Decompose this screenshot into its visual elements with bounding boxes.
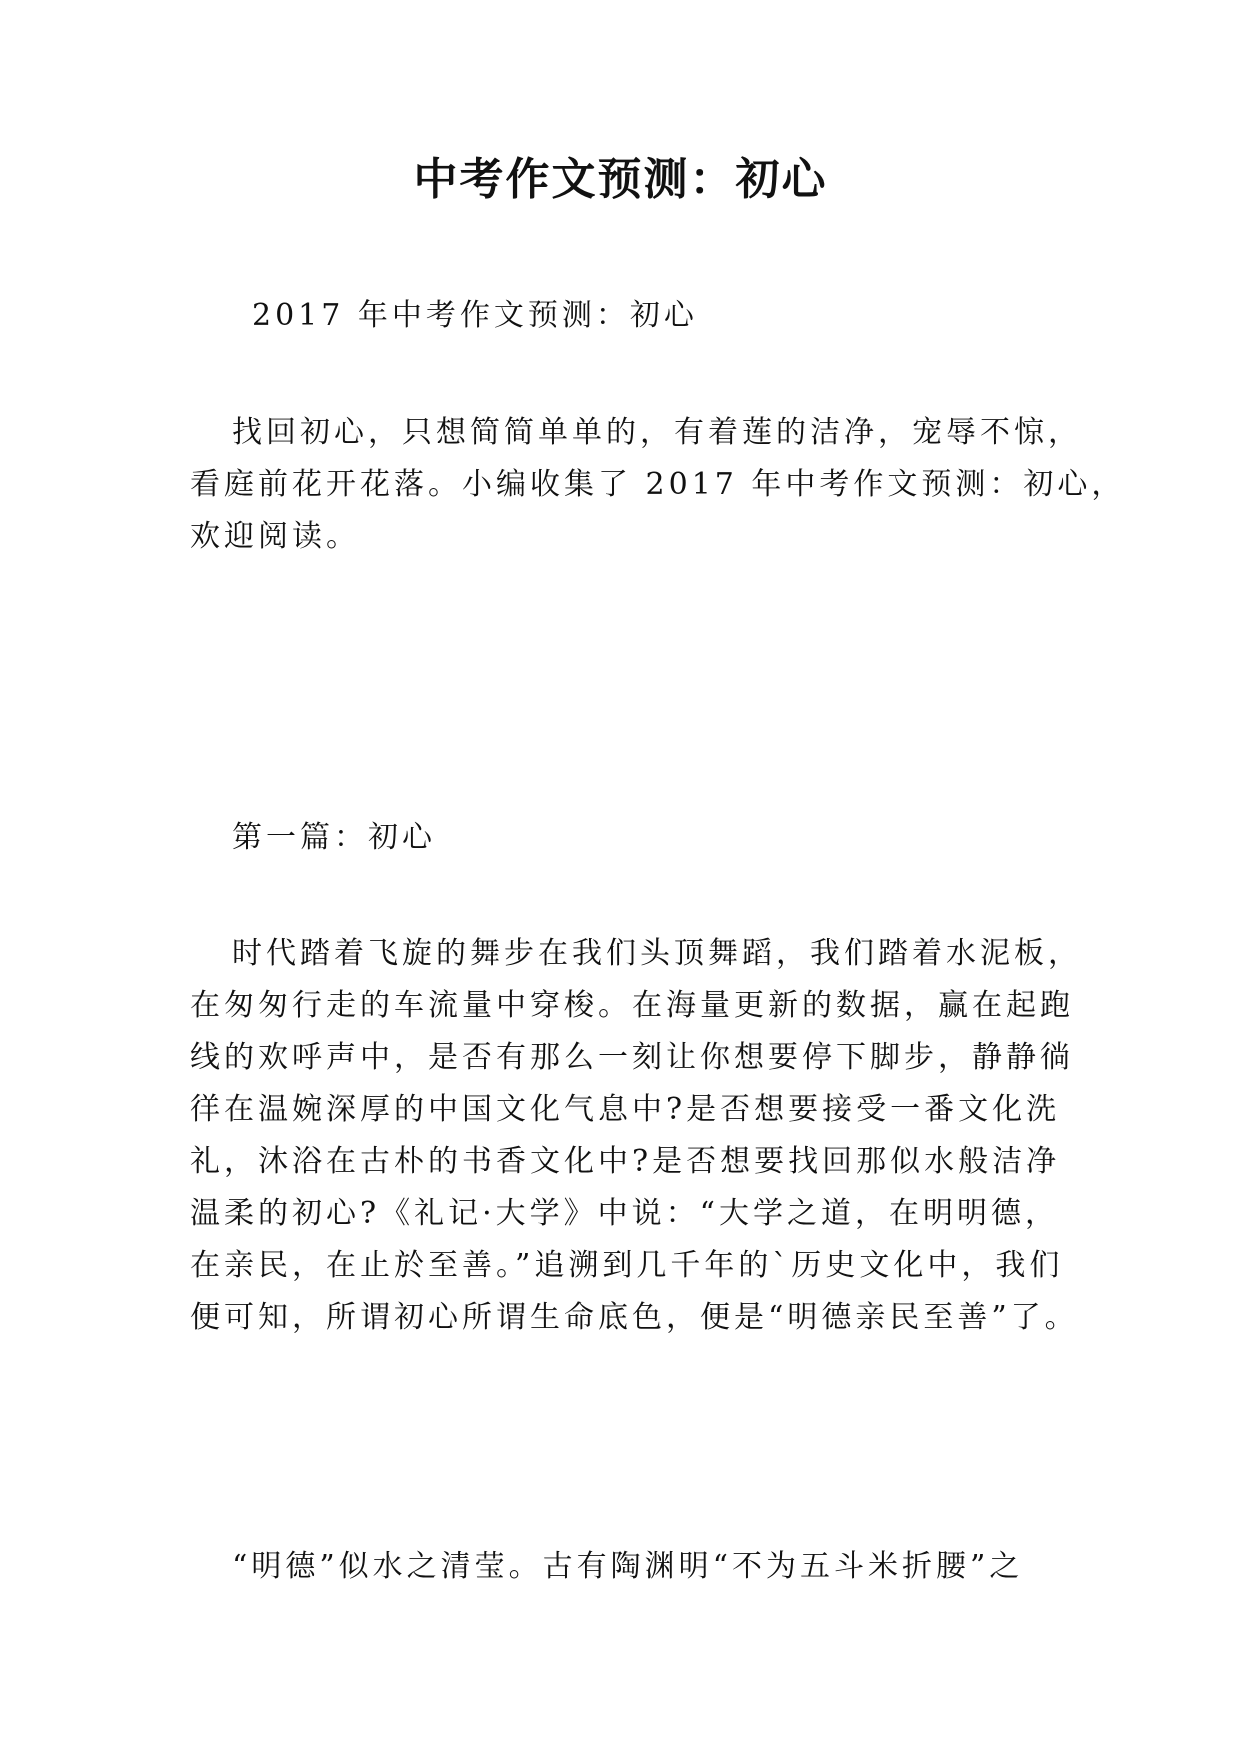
section-heading bbox=[190, 812, 1070, 864]
body-line: 在匆匆行走的车流量中穿梭。在海量更新的数据，赢在起跑 bbox=[190, 988, 1074, 1023]
intro-line: 看庭前花开花落。小编收集了 2017 年中考作文预测：初心， bbox=[190, 467, 1126, 502]
body-line: 线的欢呼声中，是否有那么一刻让你想要停下脚步，静静徜 bbox=[190, 1040, 1074, 1075]
body-line: 徉在温婉深厚的中国文化气息中?是否想要接受一番文化洗 bbox=[190, 1092, 1061, 1127]
body-line: 时代踏着飞旋的舞步在我们头顶舞蹈，我们踏着水泥板， bbox=[232, 936, 1082, 971]
body-paragraph-1 bbox=[190, 928, 1082, 1344]
body-paragraph-2 bbox=[190, 1541, 1070, 1593]
body-line: 在亲民，在止於至善。”追溯到几千年的`历史文化中，我们 bbox=[190, 1248, 1064, 1283]
document-subtitle: 2017 年中考作文预测：初心 bbox=[252, 298, 698, 333]
body-line: 便可知，所谓初心所谓生命底色，便是“明德亲民至善”了。 bbox=[190, 1300, 1079, 1335]
document-title: 中考作文预测：初心 bbox=[413, 154, 828, 205]
intro-line: 找回初心，只想简简单单的，有着莲的洁净，宠辱不惊， bbox=[232, 415, 1082, 450]
intro-line: 欢迎阅读。 bbox=[190, 519, 360, 554]
body-line: “明德”似水之清莹。古有陶渊明“不为五斗米折腰”之 bbox=[232, 1549, 1024, 1584]
body-line: 温柔的初心?《礼记·大学》中说：“大学之道，在明明德， bbox=[190, 1196, 1059, 1231]
body-line: 礼，沐浴在古朴的书香文化中?是否想要找回那似水般洁净 bbox=[190, 1144, 1061, 1179]
section-heading-text: 第一篇：初心 bbox=[232, 820, 436, 855]
intro-paragraph bbox=[190, 407, 1126, 563]
